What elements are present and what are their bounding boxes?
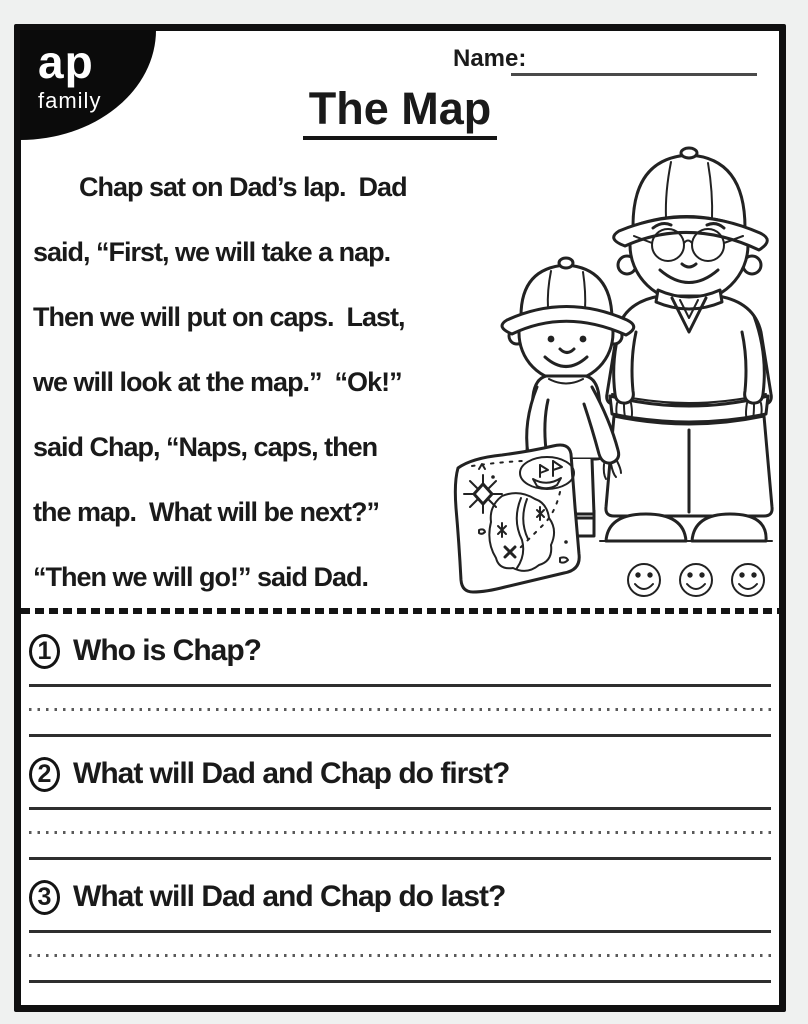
smiley-icon xyxy=(628,564,660,596)
question-text: Who is Chap? xyxy=(73,634,261,667)
passage-line: “Then we will go!” said Dad. xyxy=(33,562,369,592)
answer-line-solid[interactable] xyxy=(29,734,771,737)
treasure-map-icon xyxy=(455,445,579,592)
reading-passage xyxy=(33,169,513,624)
question-number-badge: 3 xyxy=(29,880,60,915)
clipart-svg xyxy=(445,125,781,607)
answer-line-solid[interactable] xyxy=(29,684,771,687)
answer-line-solid[interactable] xyxy=(29,930,771,933)
question-1 xyxy=(29,631,771,737)
page-title: The Map xyxy=(303,85,498,140)
name-fill-in-line[interactable] xyxy=(511,73,757,76)
question-number-badge: 1 xyxy=(29,634,60,669)
passage-line: the map. What will be next?” xyxy=(33,497,380,527)
logo-text-ap: ap xyxy=(38,36,94,88)
smiley-icon xyxy=(732,564,764,596)
dashed-divider xyxy=(21,608,779,614)
passage-line: we will look at the map.” “Ok!” xyxy=(33,367,402,397)
answer-line-dotted[interactable] xyxy=(29,954,771,957)
answer-line-solid[interactable] xyxy=(29,857,771,860)
smiley-icon xyxy=(680,564,712,596)
passage-line: Chap sat on Dad’s lap. Dad xyxy=(79,172,407,202)
question-number-badge: 2 xyxy=(29,757,60,792)
answer-line-dotted[interactable] xyxy=(29,831,771,834)
passage-line: said, “First, we will take a nap. xyxy=(33,237,391,267)
answer-line-solid[interactable] xyxy=(29,807,771,810)
name-label: Name: xyxy=(453,45,527,72)
worksheet-page xyxy=(14,24,786,1012)
answer-line-solid[interactable] xyxy=(29,980,771,983)
question-2 xyxy=(29,754,771,860)
question-text: What will Dad and Chap do last? xyxy=(73,880,506,913)
passage-line: said Chap, “Naps, caps, then xyxy=(33,432,378,462)
passage-line: Then we will put on caps. Last, xyxy=(33,302,405,332)
answer-line-dotted[interactable] xyxy=(29,708,771,711)
question-3 xyxy=(29,877,771,983)
logo-text-family: family xyxy=(38,88,102,114)
question-text: What will Dad and Chap do first? xyxy=(73,757,510,790)
illustration xyxy=(445,125,781,612)
dad-with-cap-and-glasses-icon xyxy=(600,148,772,541)
